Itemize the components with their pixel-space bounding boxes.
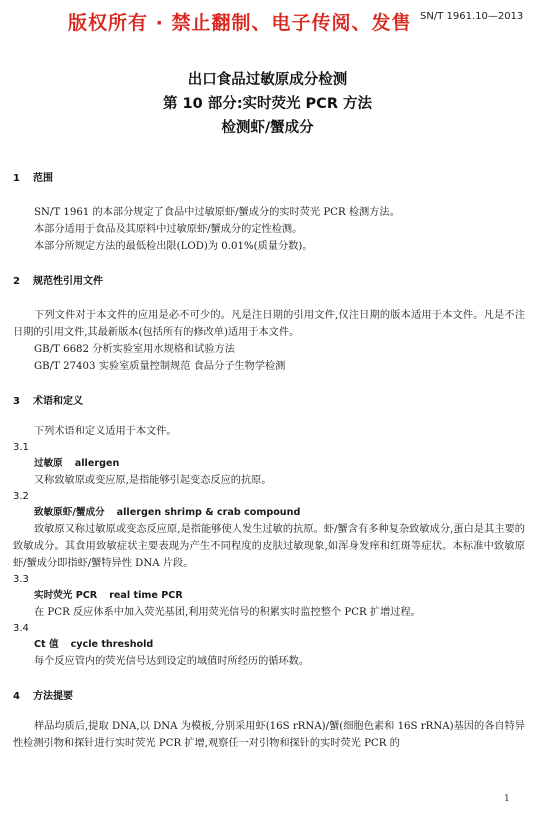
term-number: 3.3 (13, 574, 29, 585)
term-number: 3.2 (13, 491, 29, 502)
term-cn: 过敏原 (34, 458, 63, 469)
paragraph: 本部分适用于食品及其原料中过敏原虾/蟹成分的定性检测。 (34, 224, 303, 235)
section-heading (13, 275, 525, 289)
term-heading (13, 588, 525, 604)
paragraph: SN/T 1961 的本部分规定了食品中过敏原虾/蟹成分的实时荧光 PCR 检测方法。 (34, 207, 400, 218)
section-title: 术语和定义 (33, 396, 83, 407)
term-definition: 致敏原又称过敏原或变态反应原,是指能够使人发生过敏的抗原。虾/蟹含有多种复杂致敏成分,蛋白是其主要的致敏成分。其食用致敏症状主要表现为产生不同程度的皮肤过敏现象,如浑身发痒和红斑等症状。本标准中致敏原虾/蟹成分即指虾/蟹特异性 DNA 片段。 (13, 524, 525, 569)
page-number: 1 (504, 794, 510, 804)
section-title: 范围 (33, 173, 53, 184)
document-title (0, 68, 535, 140)
section-terms-definitions (13, 395, 525, 670)
standard-code: SN/T 1961.10—2013 (420, 11, 524, 22)
section-number: 2 (13, 276, 20, 287)
term-number: 3.1 (13, 442, 29, 453)
section-normative-references (13, 275, 525, 375)
term-en: real time PCR (109, 590, 183, 601)
section-number: 4 (13, 691, 20, 702)
term-heading (13, 505, 525, 521)
title-line-1: 出口食品过敏原成分检测 (187, 72, 348, 88)
term-definition: 每个反应管内的荧光信号达到设定的域值时所经历的循环数。 (34, 656, 310, 667)
term-en: cycle threshold (70, 639, 154, 650)
paragraph: 下列文件对于本文件的应用是必不可少的。凡是注日期的引用文件,仅注日期的版本适用于本文件。凡是不注日期的引用文件,其最新版本(包括所有的修改单)适用于本文件。 (13, 310, 525, 338)
term-heading (13, 637, 525, 653)
term-number: 3.4 (13, 623, 29, 634)
title-line-3: 检测虾/蟹成分 (221, 120, 314, 136)
paragraph: 下列术语和定义适用于本文件。 (34, 426, 177, 437)
document-body (13, 172, 525, 752)
section-number: 3 (13, 396, 20, 407)
paragraph: 样品均质后,提取 DNA,以 DNA 为模板,分别采用虾(16S rRNA)/蟹(细胞色素和 16S rRNA)基因的各自特异性检测引物和探针进行实时荧光 PCR 扩增,观察任一对引物和探针的实时荧光 PCR 的 (13, 721, 525, 749)
watermark-banner: 版权所有 · 禁止翻制、电子传阅、发售 (68, 12, 412, 34)
term-en: allergen shrimp & crab compound (116, 507, 301, 518)
term-definition: 在 PCR 反应体系中加入荧光基团,利用荧光信号的积累实时监控整个 PCR 扩增过程。 (34, 607, 421, 618)
term-definition: 又称致敏原或变应原,是指能够引起变态反应的抗原。 (34, 475, 272, 486)
reference-item: GB/T 27403 实验室质量控制规范 食品分子生物学检测 (34, 361, 286, 372)
paragraph: 本部分所规定方法的最低检出限(LOD)为 0.01%(质量分数)。 (34, 241, 313, 252)
section-heading (13, 172, 525, 186)
section-heading (13, 690, 525, 704)
section-title: 方法提要 (33, 691, 73, 702)
term-heading (13, 456, 525, 472)
term-cn: 致敏原虾/蟹成分 (34, 507, 105, 518)
term-en: allergen (74, 458, 120, 469)
section-title: 规范性引用文件 (33, 276, 103, 287)
section-scope (13, 172, 525, 255)
section-method-summary (13, 690, 525, 752)
term-cn: 实时荧光 PCR (34, 590, 98, 601)
section-heading (13, 395, 525, 409)
term-cn: Ct 值 (34, 639, 59, 650)
reference-item: GB/T 6682 分析实验室用水规格和试验方法 (34, 344, 235, 355)
title-line-2: 第 10 部分:实时荧光 PCR 方法 (162, 96, 373, 112)
section-number: 1 (13, 173, 20, 184)
